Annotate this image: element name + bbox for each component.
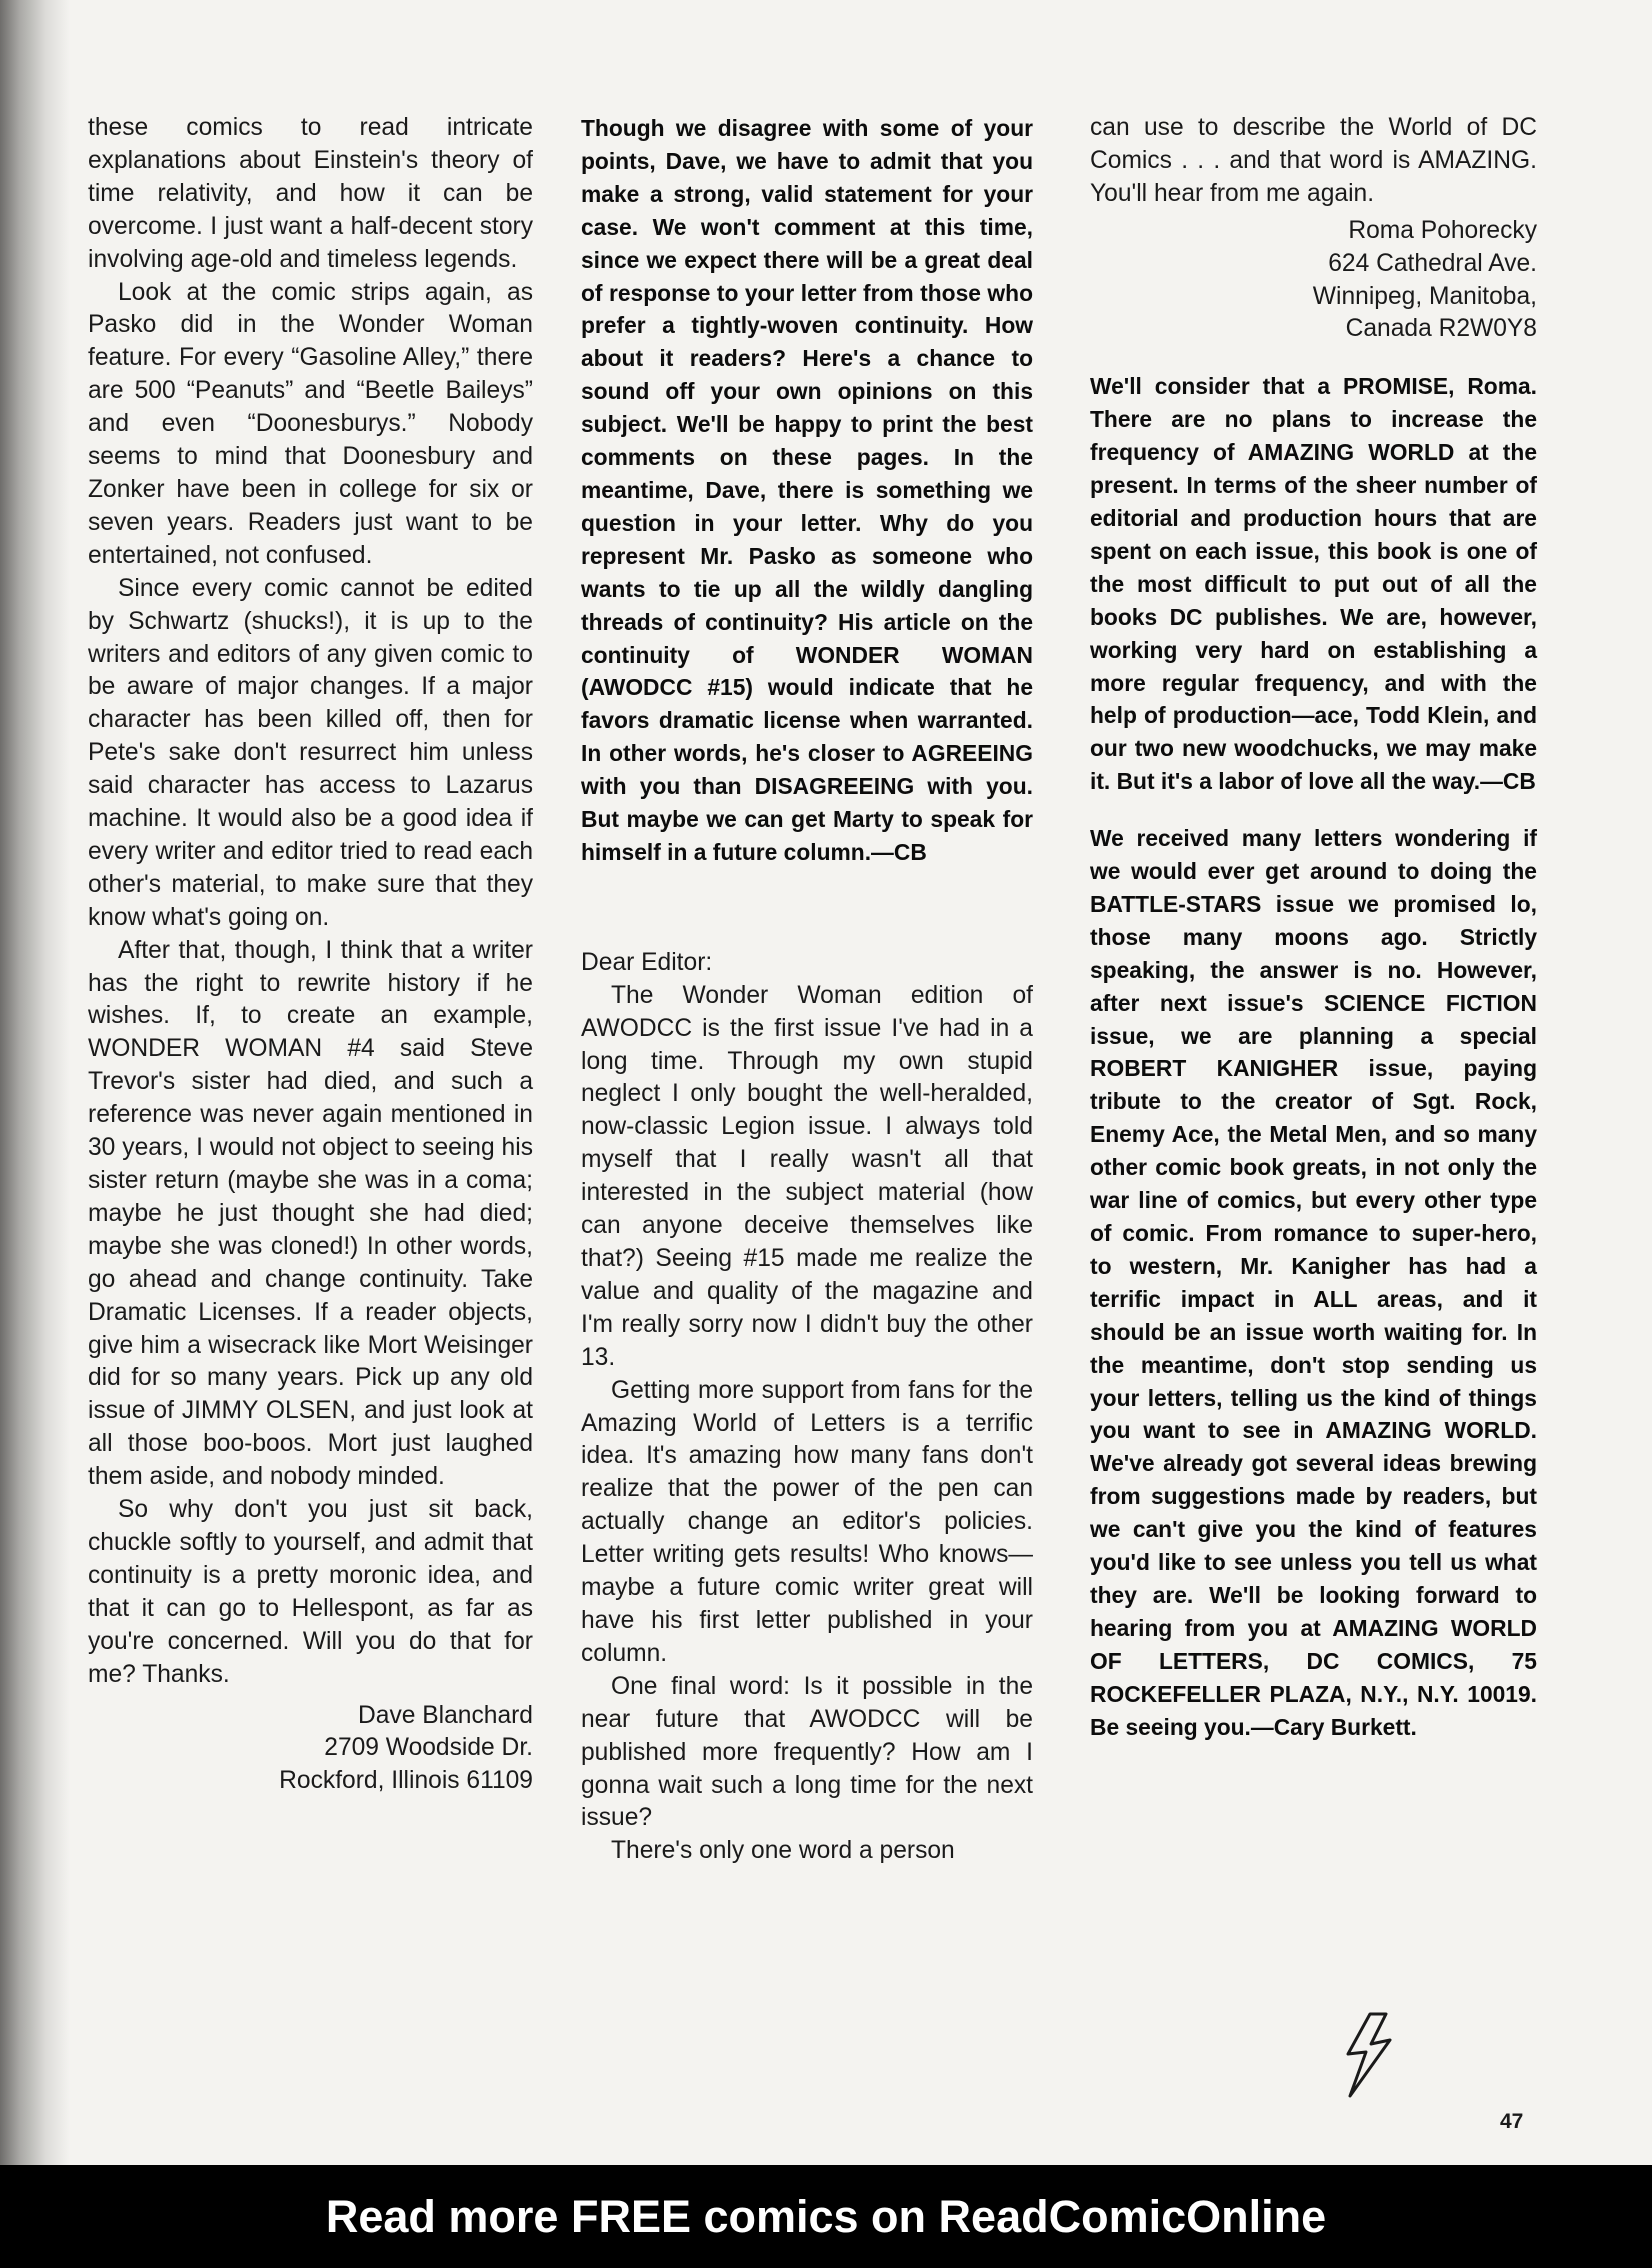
- letter-signature: [1090, 215, 1537, 347]
- letter-paragraph: these comics to read intricate explanations about Einstein's theory of time relativity, and how it can be overcome. I just want a half-decent story involving age-old and timeless legends.: [88, 114, 533, 273]
- letter-paragraph: Look at the comic strips again, as Pasko did in the Wonder Woman feature. For every “Gasoline Alley,” there are 500 “Peanuts” and “Beetle Baileys” and even “Doonesburys.” Nobody seems to mind that Doonesbury and Zonker have been in college for six or seven years. Readers just want to be entertained, not confused.: [88, 278, 533, 569]
- letter-salutation: Dear Editor:: [581, 948, 713, 976]
- column-gap: [1090, 798, 1537, 822]
- letter-paragraph: So why don't you just sit back, chuckle softly to yourself, and admit that continuity is a pretty moronic idea, and that it can go to Hellespont, as far as you're concerned. Will you do that for me? Thanks.: [88, 1496, 533, 1688]
- letter-paragraph: The Wonder Woman edition of AWODCC is the first issue I've had in a long time. Through my own stupid neglect I only bought the well-heralded, now-classic Legion issue. I always told myself that I really wasn't all that interested in the subject material (how can anyone deceive themselves like that?) Seeing #15 made me realize the value and quality of the magazine and I'm really sorry now I didn't buy the other 13.: [581, 981, 1033, 1371]
- letter-paragraph: There's only one word a person: [611, 1837, 955, 1865]
- letter-signature: [88, 1700, 533, 1799]
- column-right: [1090, 112, 1537, 1744]
- letter-paragraph: Getting more support from fans for the Amazing World of Letters is a terrific idea. It's amazing how many fans don't realize that the power of the pen can actually change an editor's policies. Letter writing gets results! Who knows—maybe a future comic writer great will have his first letter published in your column.: [581, 1376, 1033, 1667]
- signature-city: Winnipeg, Manitoba,: [1312, 282, 1537, 310]
- column-gap: [1090, 346, 1537, 370]
- letter-paragraph: Since every comic cannot be edited by Schwartz (shucks!), it is up to the writers and editors of any given comic to be aware of major changes. If a major character has been killed off, then for Pete's sake don't resurrect him unless said character has access to Lazarus machine. It would also be a good idea if every writer and editor tried to read each other's material, to make sure that they know what's going on.: [88, 574, 533, 931]
- signature-name: Roma Pohorecky: [1348, 216, 1537, 244]
- page-number: 47: [1500, 2110, 1524, 2133]
- signature-street: 2709 Woodside Dr.: [324, 1734, 533, 1762]
- letter-paragraph: After that, though, I think that a writer has the right to rewrite history if he wishes. If, to create an example, WONDER WOMAN #4 said Steve Trevor's sister had died, and such a reference was never again mentioned in 30 years, I would not object to seeing his sister return (maybe she was in a coma; maybe he just thought she had died; maybe she was cloned!) In other words, go ahead and change continuity. Take Dramatic Licenses. If a reader objects, give him a wisecrack like Mort Weisinger did for so many years. Pick up any old issue of JIMMY OLSEN, and just look at all those boo-boos. Mort just laughed them aside, and nobody minded.: [88, 936, 533, 1491]
- letter-continuation: can use to describe the World of DC Comics . . . and that word is AMAZING. You'll hear from me again.: [1090, 114, 1537, 207]
- signature-name: Dave Blanchard: [358, 1701, 533, 1729]
- letter-paragraph: One final word: Is it possible in the near future that AWODCC will be published more frequently? How am I gonna wait such a long time for the next issue?: [581, 1672, 1033, 1832]
- editor-reply: We'll consider that a PROMISE, Roma. There are no plans to increase the frequency of AMAZING WORLD at the present. In terms of the sheer number of editorial and production hours that are spent on each issue, this book is one of the most difficult to put out of all the books DC publishes. We are, however, working very hard on establishing a more regular frequency, and with the help of production—ace, Todd Klein, and our two new woodchucks, we may make it. But it's a labor of love all the way.—CB: [1090, 373, 1537, 795]
- promo-banner-link[interactable]: Read more FREE comics on ReadComicOnline: [0, 2165, 1652, 2268]
- editor-reply: Though we disagree with some of your points, Dave, we have to admit that you make a strong, valid statement for your case. We won't comment at this time, since we expect there will be a great deal of response to your letter from those who prefer a tightly-woven continuity. How about it readers? Here's a chance to sound off your own opinions on this subject. We'll be happy to print the best comments on these pages. In the meantime, Dave, there is something we question in your letter. Why do you represent Mr. Pasko as someone who wants to tie up all the wildly dangling threads of continuity? His article on the continuity of WONDER WOMAN (AWODCC #15) would indicate that he favors dramatic license when warranted. In other words, he's closer to AGREEING with you than DISAGREEING with you. But maybe we can get Marty to speak for himself in a future column.—CB: [581, 115, 1033, 865]
- signature-city: Rockford, Illinois 61109: [279, 1767, 533, 1795]
- editor-note: We received many letters wondering if we would ever get around to doing the BATTLE-STARS issue we promised lo, those many moons ago. Strictly speaking, the answer is no. However, after next issue's SCIENCE FICTION issue, we are planning a special ROBERT KANIGHER issue, paying tribute to the creator of Sgt. Rock, Enemy Ace, the Metal Men, and so many other comic book greats, in not only the war line of comics, but every other type of comic. From romance to super-hero, to western, Mr. Kanigher has had a terrific impact in ALL areas, and it should be an issue worth waiting for. In the meantime, don't stop sending us your letters, telling us the kind of things you want to see in AMAZING WORLD. We've already got several ideas brewing from suggestions made by readers, but we can't give you the kind of features you'd like to see unless you tell us what they are. We'll be looking forward to hearing from you at AMAZING WORLD OF LETTERS, DC COMICS, 75 ROCKEFELLER PLAZA, N.Y., N.Y. 10019. Be seeing you.—Cary Burkett.: [1090, 825, 1537, 1740]
- signature-street: 624 Cathedral Ave.: [1328, 249, 1537, 277]
- column-gap: [581, 869, 1033, 947]
- column-left: [88, 112, 533, 1798]
- column-middle: [581, 112, 1033, 1868]
- lightning-scribble-icon: [1340, 2010, 1400, 2100]
- signature-country: Canada R2W0Y8: [1345, 315, 1537, 343]
